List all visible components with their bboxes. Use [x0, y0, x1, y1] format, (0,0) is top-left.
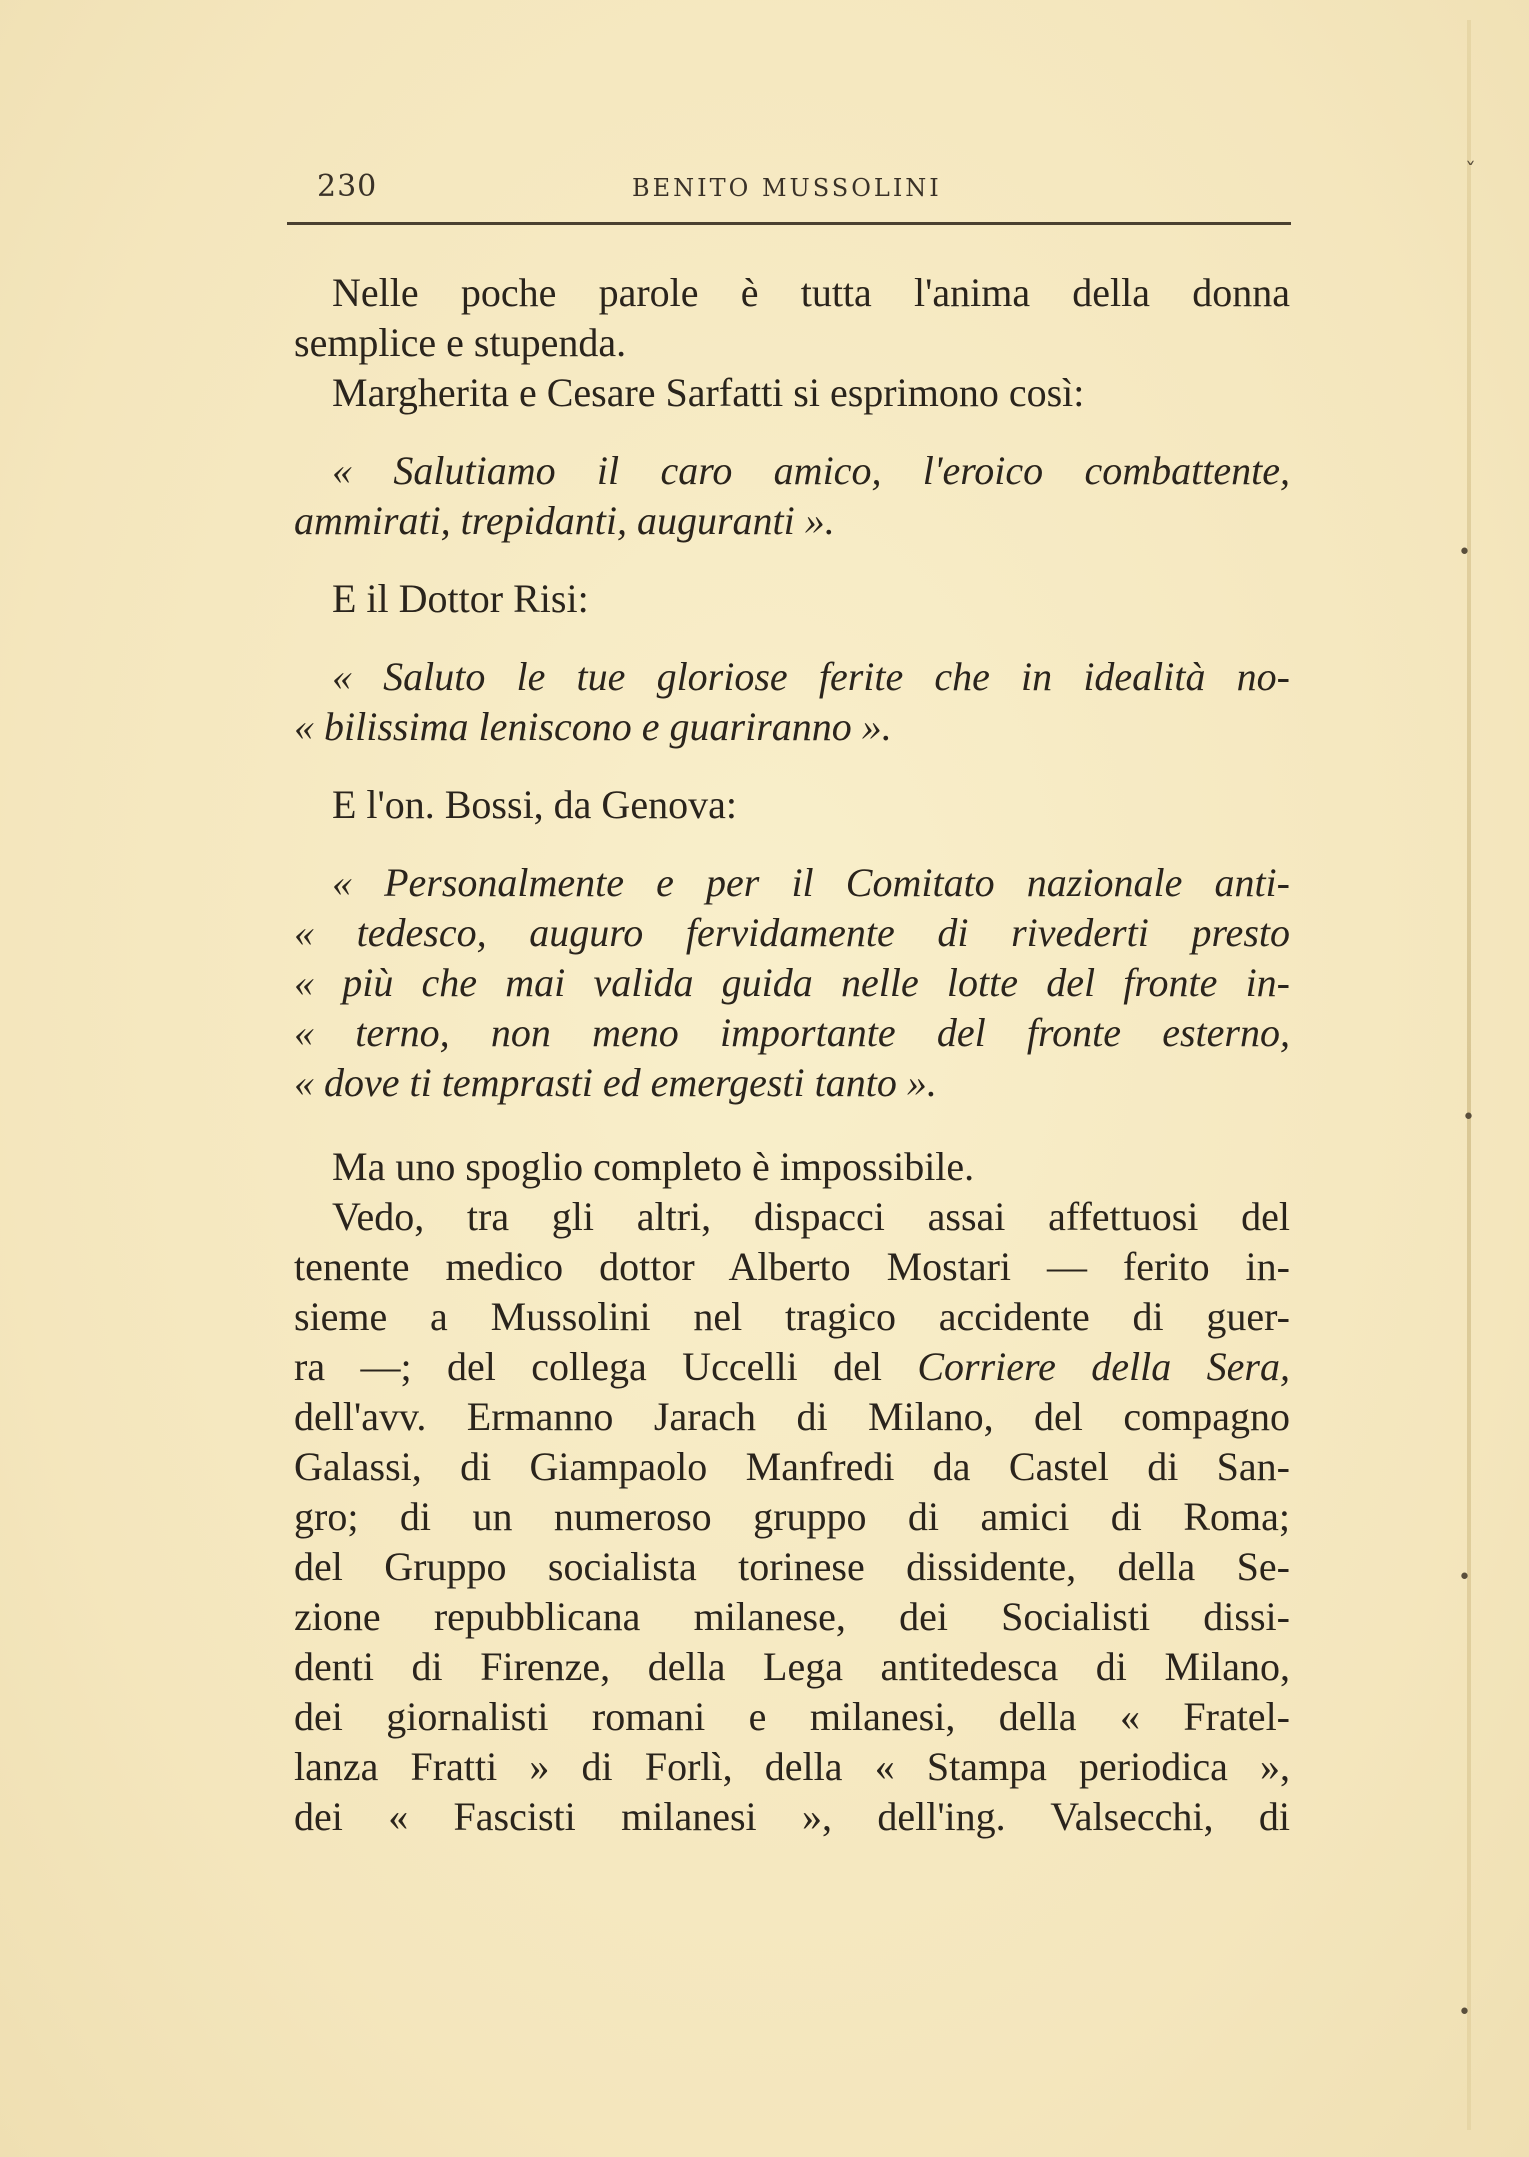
text-line: E il Dottor Risi: [332, 576, 589, 621]
page-number: 230 [317, 169, 378, 204]
quote-line: ammirati, trepidanti, auguranti ». [294, 498, 835, 543]
text-line: del Gruppo socialista torinese dissidente, della Se- [294, 1544, 1290, 1589]
margin-speck: • [1458, 2000, 1471, 2025]
text-line: Margherita e Cesare Sarfatti si esprimono così: [332, 370, 1085, 415]
quote-line: « bilissima leniscono e guariranno ». [294, 704, 892, 749]
margin-speck: ˇ [1465, 160, 1476, 185]
text-line: tenente medico dottor Alberto Mostari — ferito in- [294, 1244, 1290, 1289]
text-line: Nelle poche parole è tutta l'anima della donna [332, 270, 1290, 315]
quote-line: « più che mai valida guida nelle lotte del fronte in- [294, 960, 1290, 1005]
quote-line: « dove ti temprasti ed emergesti tanto ». [294, 1060, 937, 1105]
text-line: lanza Fratti » di Forlì, della « Stampa periodica », [294, 1744, 1290, 1789]
body-text [294, 268, 1290, 1842]
text-line: Vedo, tra gli altri, dispacci assai affettuosi del [332, 1194, 1290, 1239]
text-line: E l'on. Bossi, da Genova: [332, 782, 737, 827]
text-line: dei « Fascisti milanesi », dell'ing. Valsecchi, di [294, 1794, 1290, 1839]
text-line [294, 1342, 1290, 1392]
text-line: zione repubblicana milanese, dei Socialisti dissi- [294, 1594, 1290, 1639]
text-fragment: ra —; del collega Uccelli del [294, 1344, 918, 1389]
text-line: Galassi, di Giampaolo Manfredi da Castel di San- [294, 1444, 1290, 1489]
page-edge-shadow [1467, 20, 1471, 2130]
page-header [287, 164, 1291, 214]
header-rule [287, 222, 1291, 225]
text-line: sieme a Mussolini nel tragico accidente di guer- [294, 1294, 1290, 1339]
quote-line: « Personalmente e per il Comitato nazionale anti- [332, 860, 1290, 905]
text-line: denti di Firenze, della Lega antitedesca di Milano, [294, 1644, 1290, 1689]
margin-speck: • [1462, 1105, 1475, 1130]
quote-line: « Saluto le tue gloriose ferite che in idealità no- [332, 654, 1290, 699]
text-line: semplice e stupenda. [294, 320, 627, 365]
margin-speck: • [1458, 1565, 1471, 1590]
margin-speck: • [1458, 540, 1471, 565]
newspaper-title: Corriere della Sera, [917, 1344, 1290, 1389]
quote-line: « terno, non meno importante del fronte esterno, [294, 1010, 1290, 1055]
text-line: gro; di un numeroso gruppo di amici di Roma; [294, 1494, 1290, 1539]
quote-line: « tedesco, auguro fervidamente di rivederti presto [294, 910, 1290, 955]
quote-line: « Salutiamo il caro amico, l'eroico combattente, [332, 448, 1290, 493]
text-line: dell'avv. Ermanno Jarach di Milano, del compagno [294, 1394, 1290, 1439]
text-line: dei giornalisti romani e milanesi, della « Fratel- [294, 1694, 1290, 1739]
text-line: Ma uno spoglio completo è impossibile. [332, 1144, 975, 1189]
running-head: BENITO MUSSOLINI [632, 174, 942, 202]
